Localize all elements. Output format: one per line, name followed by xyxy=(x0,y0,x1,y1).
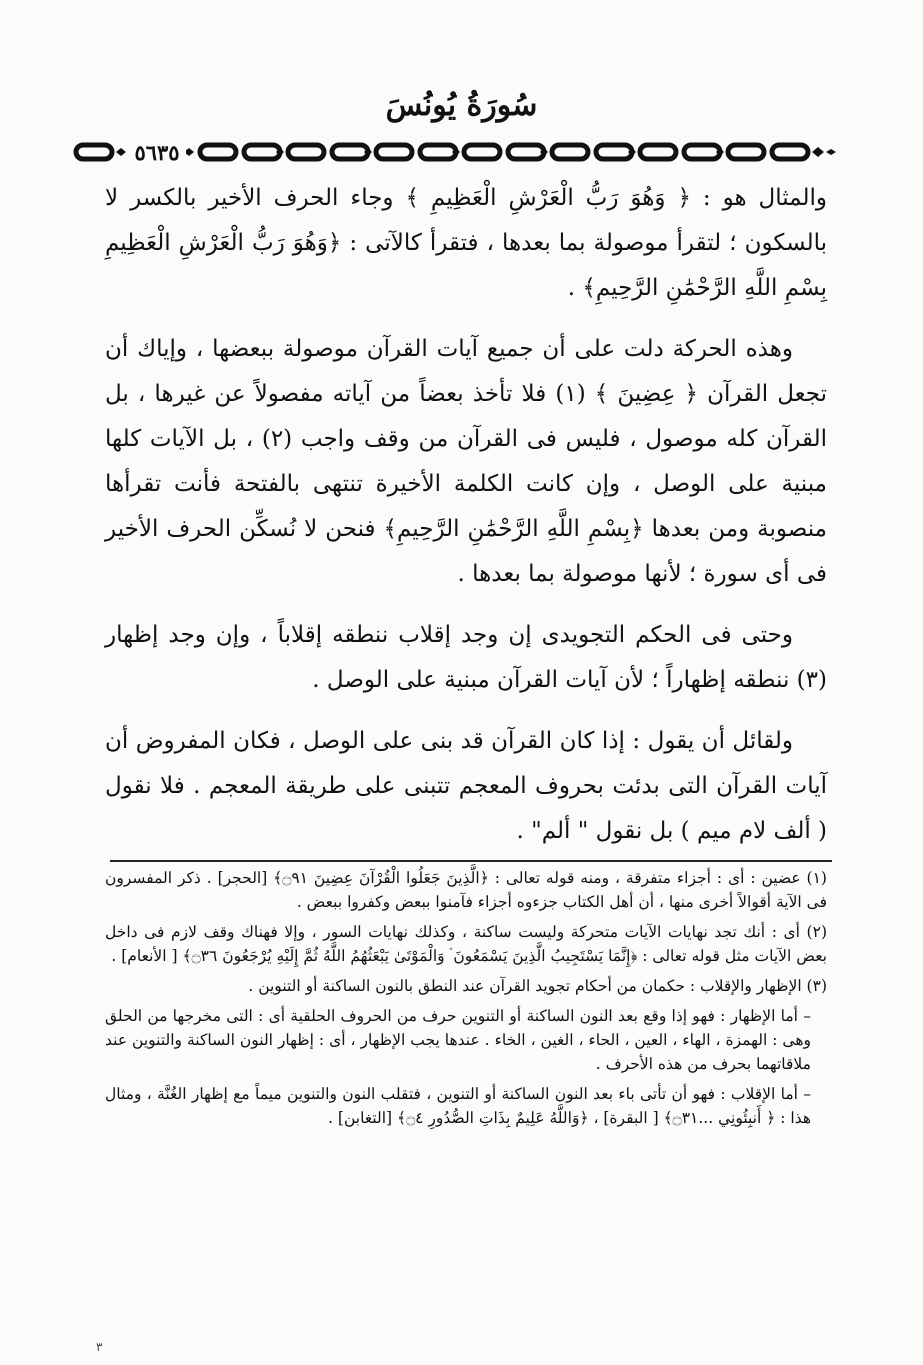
footnote-3: (٣) الإظهار والإقلاب : حكمان من أحكام تجويد القرآن عند النطق بالنون الساكنة أو التنوين . xyxy=(248,977,827,995)
footnotes xyxy=(105,866,827,1136)
paragraph-2: وهذه الحركة دلت على أن جميع آيات القرآن موصولة ببعضها ، وإياك أن تجعل القرآن ﴿ عِضِينَ ﴾ (١) فلا تأخذ بعضاً من آياته مفصولاً عن غيرها ، بل القرآن كله موصول ، فليس فى القرآن من وقف واجب (٢) ، بل الآيات كلها مبنية على الوصل ، وإن كانت الكلمة الأخيرة تنتهى بالفتحة فأنت تقرأها منصوبة ومن بعدها ﴿بِسْمِ اللَّهِ الرَّحْمَٰنِ الرَّحِيمِ﴾ فنحن لا نُسكِّن الحرف الأخير فى أى سورة ؛ لأنها موصولة بما بعدها . xyxy=(105,336,827,587)
paragraph-1: والمثال هو : ﴿ وَهُوَ رَبُّ الْعَرْشِ الْعَظِيمِ ﴾ وجاء الحرف الأخير بالكسر لا بالسكون ؛ لتقرأ موصولة بما بعدها ، فتقرأ كالآتى : ﴿وَهُوَ رَبُّ الْعَرْشِ الْعَظِيمِ بِسْمِ اللَّهِ الرَّحْمَٰنِ الرَّحِيمِ﴾ . xyxy=(105,185,827,301)
footnote-1: (١) عضين : أى : أجزاء متفرقة ، ومنه قوله تعالى : ﴿الَّذِينَ جَعَلُوا الْقُرْآنَ عِضِينَ ۝٩١﴾ [الحجر] . ذكر المفسرون فى الآية أقوالاً أخرى منها ، أن أهل الكتاب جزءوه أجزاء فآمنوا ببعض وكفروا ببعض . xyxy=(105,869,827,911)
footnote-divider xyxy=(110,860,832,862)
footnote-3-iqlab: – أما الإقلاب : فهو أن تأتى باء بعد النون الساكنة أو التنوين ، فتقلب النون والتنوين ميماً مع إظهار الغُنَّة ، ومثال هذا : ﴿ أَنبِئُونِي ...۝٣١﴾ [ البقرة] ، ﴿وَاللَّهُ عَلِيمٌ بِذَاتِ الصُّدُورِ ۝٤﴾ [التغابن] . xyxy=(105,1085,811,1127)
page-corner-mark: ٣ xyxy=(96,1340,103,1354)
page-number: ٥٦٣٥ xyxy=(128,140,186,165)
surah-title: سُورَةُ يُونُسَ xyxy=(385,88,538,123)
main-text xyxy=(105,176,827,870)
paragraph-3: وحتى فى الحكم التجويدى إن وجد إقلاب ننطقه إقلاباً ، وإن وجد إظهار (٣) ننطقه إظهاراً ؛ لأن آيات القرآن مبنية على الوصل . xyxy=(105,622,827,693)
paragraph-4: ولقائل أن يقول : إذا كان القرآن قد بنى على الوصل ، فكان المفروض أن آيات القرآن التى بدئت بحروف المعجم تتبنى على طريقة المعجم . فلا نقول ( ألف لام ميم ) بل نقول " ألم" . xyxy=(105,728,827,844)
footnote-3-izhar: – أما الإظهار : فهو إذا وقع بعد النون الساكنة أو التنوين حرف من الحروف الحلقية أى : التى مخرجها من الحلق وهى : الهمزة ، الهاء ، العين ، الحاء ، الغين ، الخاء . عندها يجب الإظهار ، أى : إظهار النون الساكنة والتنوين عند ملاقاتهما بحرف من هذه الأحرف . xyxy=(105,1007,811,1073)
footnote-2: (٢) أى : أنك تجد نهايات الآيات متحركة وليست ساكنة ، وكذلك نهايات السور ، وإلا فهناك وقف لازم فى داخل بعض الآيات مثل قوله تعالى : ﴿إِنَّمَا يَسْتَجِيبُ الَّذِينَ يَسْمَعُونَ ۘ وَالْمَوْتَىٰ يَبْعَثُهُمُ اللَّهُ ثُمَّ إِلَيْهِ يُرْجَعُونَ ۝٣٦﴾ [ الأنعام] . xyxy=(105,923,827,965)
